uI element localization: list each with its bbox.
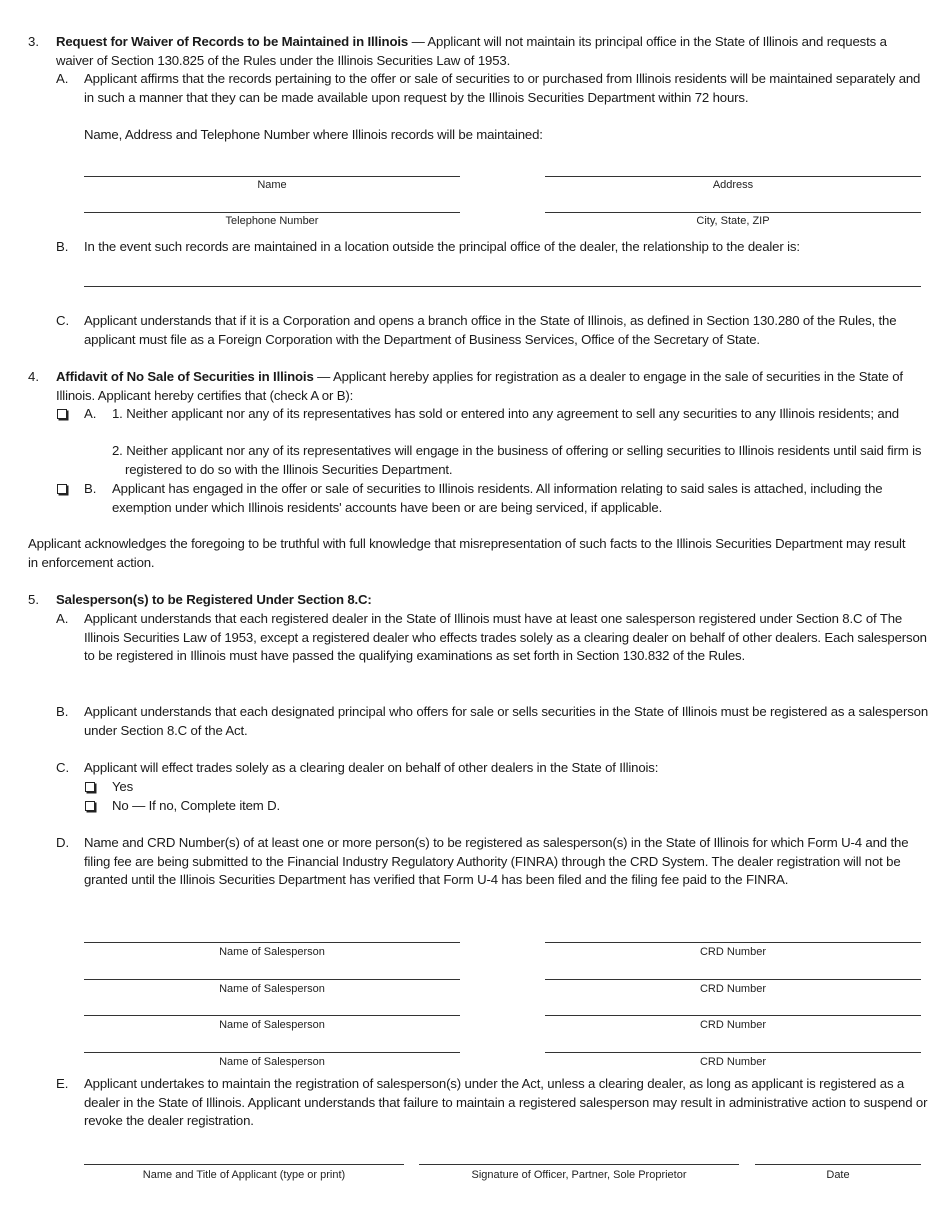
- applicant-name-title-field[interactable]: [84, 1164, 404, 1165]
- item4-b-text: Applicant has engaged in the offer or sale of securities to Illinois residents. All information relating to said sales is attached, including the exemption under which Illinois residents' accounts have been or are being serviced, if applicable.: [112, 481, 883, 515]
- salesperson-name-field-1[interactable]: [84, 942, 460, 943]
- crd-number-field-4[interactable]: [545, 1052, 921, 1053]
- records-address-field[interactable]: [545, 176, 921, 177]
- clearing-dealer-yes-label: Yes: [112, 779, 134, 794]
- item4-intro: — Applicant hereby applies for registration as a dealer to engage in the sale of securities in the State of Illinois. Applicant hereby certifies that (check A or B):: [56, 369, 903, 403]
- salesperson-name-field-4[interactable]: [84, 1052, 460, 1053]
- item4-option-b-checkbox[interactable]: [57, 484, 67, 494]
- item3-number: 3.: [28, 34, 39, 49]
- item3-c-label: C.: [56, 313, 70, 328]
- item5-title: Salesperson(s) to be Registered Under Section 8.C:: [56, 592, 372, 607]
- records-city-caption: City, State, ZIP: [696, 215, 770, 227]
- item5-heading: [56, 591, 926, 610]
- dealer-relationship-field[interactable]: [84, 286, 921, 287]
- item4-b-label: B.: [84, 481, 97, 496]
- salesperson-name-caption: Name of Salesperson: [219, 983, 325, 995]
- item3-c-text: Applicant understands that if it is a Corporation and opens a branch office in the State of Illinois, as defined in Section 130.280 of the Rules, the applicant must file as a Foreign Corporation with the Department of Business Services, Office of the Secretary of State.: [84, 313, 897, 347]
- item3-b-text: In the event such records are maintained in a location outside the principal office of the dealer, the relationship to the dealer is:: [84, 239, 800, 254]
- applicant-name-title-caption: Name and Title of Applicant (type or print): [142, 1169, 346, 1181]
- item5-a-text: Applicant understands that each registered dealer in the State of Illinois must have at least one salesperson registered under Section 8.C of The Illinois Securities Law of 1953, except a registered dealer who effects trades solely as a clearing dealer on behalf of other dealers. Each salesperson to be registered in Illinois must have passed the qualifying examinations as set forth in Section 130.832 of the Rules.: [84, 611, 927, 663]
- item5-number: 5.: [28, 592, 39, 607]
- item5-e-text: Applicant undertakes to maintain the registration of salesperson(s) under the Act, unless a clearing dealer, as long as applicant is registered as a dealer in the State of Illinois. Applicant understands that failure to maintain a registered salesperson may result in administrative action to suspend or revoke the dealer registration.: [84, 1076, 928, 1128]
- records-city-field[interactable]: [545, 212, 921, 213]
- item4-a-label: A.: [84, 406, 97, 421]
- item5-b-text: Applicant understands that each designated principal who offers for sale or sells securities in the State of Illinois must be registered as a salesperson under Section 8.C of the Act.: [84, 704, 929, 738]
- records-phone-field[interactable]: [84, 212, 460, 213]
- item4-a1-text: 1. Neither applicant nor any of its representatives has sold or entered into any agreement to sell any securities to any Illinois residents; and: [112, 406, 899, 421]
- salesperson-name-field-2[interactable]: [84, 979, 460, 980]
- records-location-prompt: Name, Address and Telephone Number where Illinois records will be maintained:: [84, 127, 543, 142]
- item3-a-label: A.: [56, 71, 69, 86]
- clearing-dealer-no-label: No — If no, Complete item D.: [112, 798, 281, 813]
- records-name-caption: Name: [257, 179, 287, 191]
- salesperson-name-caption: Name of Salesperson: [219, 1019, 325, 1031]
- crd-number-field-3[interactable]: [545, 1015, 921, 1016]
- crd-number-caption: CRD Number: [699, 1056, 766, 1068]
- crd-number-caption: CRD Number: [699, 946, 766, 958]
- salesperson-name-caption: Name of Salesperson: [219, 946, 325, 958]
- item4-title: Affidavit of No Sale of Securities in Illinois: [56, 369, 314, 384]
- item5-c-text: Applicant will effect trades solely as a clearing dealer on behalf of other dealers in the State of Illinois:: [84, 760, 659, 775]
- records-name-field[interactable]: [84, 176, 460, 177]
- item4-number: 4.: [28, 369, 39, 384]
- clearing-dealer-no-checkbox[interactable]: [85, 801, 95, 811]
- item4-heading: [56, 368, 926, 405]
- acknowledgement-text: Applicant acknowledges the foregoing to be truthful with full knowledge that misrepresentation of such facts to the Illinois Securities Department may result in enforcement action.: [28, 536, 906, 570]
- item4-a2-text: 2. Neither applicant nor any of its representatives will engage in the business of offering or selling securities to Illinois residents until said firm is registered to do so with the Illinois Securities Department.: [112, 443, 922, 477]
- item4-option-a-checkbox[interactable]: [57, 409, 67, 419]
- clearing-dealer-yes-checkbox[interactable]: [85, 782, 95, 792]
- item3-intro: — Applicant will not maintain its principal office in the State of Illinois and requests a waiver of Section 130.825 of the Rules under the Illinois Securities Law of 1953.: [56, 34, 887, 68]
- item3-b-label: B.: [56, 239, 69, 254]
- records-phone-caption: Telephone Number: [225, 215, 319, 227]
- item5-a-label: A.: [56, 611, 69, 626]
- officer-signature-field[interactable]: [419, 1164, 739, 1165]
- records-address-caption: Address: [712, 179, 754, 191]
- item5-d-label: D.: [56, 835, 70, 850]
- item5-c-label: C.: [56, 760, 70, 775]
- salesperson-name-caption: Name of Salesperson: [219, 1056, 325, 1068]
- crd-number-field-1[interactable]: [545, 942, 921, 943]
- crd-number-caption: CRD Number: [699, 1019, 766, 1031]
- date-field[interactable]: [755, 1164, 921, 1165]
- crd-number-caption: CRD Number: [699, 983, 766, 995]
- item5-d-text: Name and CRD Number(s) of at least one or more person(s) to be registered as salesperson(s) in the State of Illinois for which Form U-4 and the filing fee are being submitted to the Financial Industry Regulatory Authority (FINRA) through the CRD System. The dealer registration will not be granted until the Illinois Securities Department has verified that Form U-4 has been filed and the filing fee paid to the FINRA.: [84, 835, 909, 887]
- item5-e-label: E.: [56, 1076, 69, 1091]
- crd-number-field-2[interactable]: [545, 979, 921, 980]
- item5-b-label: B.: [56, 704, 69, 719]
- salesperson-name-field-3[interactable]: [84, 1015, 460, 1016]
- item3-title: Request for Waiver of Records to be Maintained in Illinois: [56, 34, 409, 49]
- item3-a-text: Applicant affirms that the records pertaining to the offer or sale of securities to or purchased from Illinois residents will be maintained separately and in such a manner that they can be made available upon request by the Illinois Securities Department within 72 hours.: [84, 71, 921, 105]
- officer-signature-caption: Signature of Officer, Partner, Sole Proprietor: [471, 1169, 687, 1181]
- date-caption: Date: [826, 1169, 850, 1181]
- item3-heading: [56, 33, 926, 70]
